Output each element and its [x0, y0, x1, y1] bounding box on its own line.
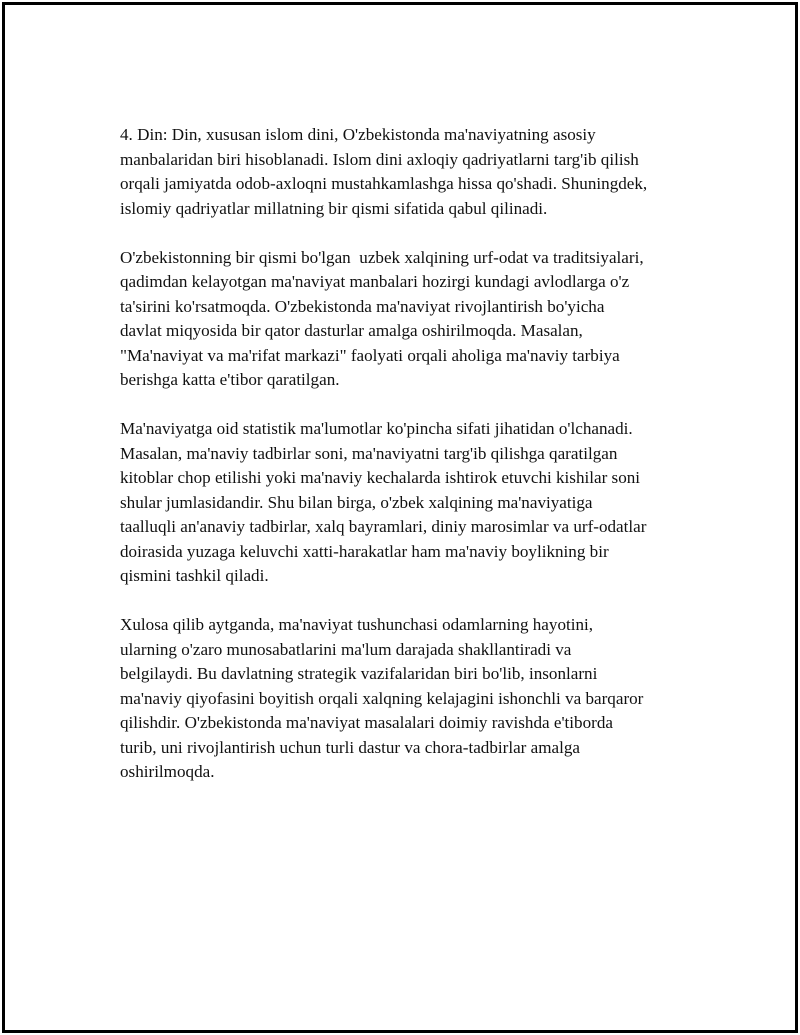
text-line: qadimdan kelayotgan ma'naviyat manbalari hozirgi kundagi avlodlarga o'z: [120, 272, 630, 291]
text-line: "Ma'naviyat va ma'rifat markazi" faolyati orqali aholiga ma'naviy tarbiya: [120, 345, 620, 365]
text-line: 4. Din: Din, xususan islom dini, O'zbekistonda ma'naviyatning asosiy: [120, 125, 596, 144]
text-line: qismini tashkil qiladi.: [120, 566, 269, 585]
text-line: ularning o'zaro munosabatlarini ma'lum darajada shakllantiradi va: [120, 639, 572, 659]
text-line: kitoblar chop etilishi yoki ma'naviy kechalarda ishtirok etuvchi kishilar soni: [120, 468, 641, 487]
paragraph-statistics: [120, 417, 710, 589]
text-line: taalluqli an'anaviy tadbirlar, xalq bayramlari, diniy marosimlar va urf-odatlar: [120, 517, 647, 536]
document-body: [120, 123, 710, 809]
text-line: orqali jamiyatda odob-axloqni mustahkamlashga hissa qo'shadi. Shuningdek,: [120, 174, 648, 193]
text-line: qilishdir. O'zbekistonda ma'naviyat masalalari doimiy ravishda e'tiborda: [120, 713, 613, 732]
text-line: doirasida yuzaga keluvchi xatti-harakatlar ham ma'naviy boylikning bir: [120, 541, 609, 561]
text-line: turib, uni rivojlantirish uchun turli dastur va chora-tadbirlar amalga: [120, 737, 580, 757]
text-line: oshirilmoqda.: [120, 762, 215, 781]
text-line: Xulosa qilib aytganda, ma'naviyat tushunchasi odamlarning hayotini,: [120, 615, 594, 634]
paragraph-traditions: [120, 246, 710, 393]
text-line: belgilaydi. Bu davlatning strategik vazifalaridan biri bo'lib, insonlarni: [120, 664, 598, 683]
text-line: O'zbekistonning bir qismi bo'lgan uzbek xalqining urf-odat va traditsiyalari,: [120, 247, 644, 267]
text-line: berishga katta e'tibor qaratilgan.: [120, 370, 340, 389]
page-frame: [2, 2, 798, 1033]
text-line: Ma'naviyatga oid statistik ma'lumotlar ko'pincha sifati jihatidan o'lchanadi.: [120, 419, 633, 438]
paragraph-conclusion: [120, 613, 710, 785]
text-line: ta'sirini ko'rsatmoqda. O'zbekistonda ma'naviyat rivojlantirish bo'yicha: [120, 296, 605, 316]
text-line: Masalan, ma'naviy tadbirlar soni, ma'naviyatni targ'ib qilishga qaratilgan: [120, 443, 618, 463]
text-line: ma'naviy qiyofasini boyitish orqali xalqning kelajagini ishonchli va barqaror: [120, 688, 644, 708]
text-line: islomiy qadriyatlar millatning bir qismi sifatida qabul qilinadi.: [120, 198, 548, 218]
paragraph-din: [120, 123, 710, 221]
text-line: manbalaridan biri hisoblanadi. Islom dini axloqiy qadriyatlarni targ'ib qilish: [120, 149, 639, 169]
text-line: shular jumlasidandir. Shu bilan birga, o'zbek xalqining ma'naviyatiga: [120, 492, 593, 512]
text-line: davlat miqyosida bir qator dasturlar amalga oshirilmoqda. Masalan,: [120, 321, 583, 340]
